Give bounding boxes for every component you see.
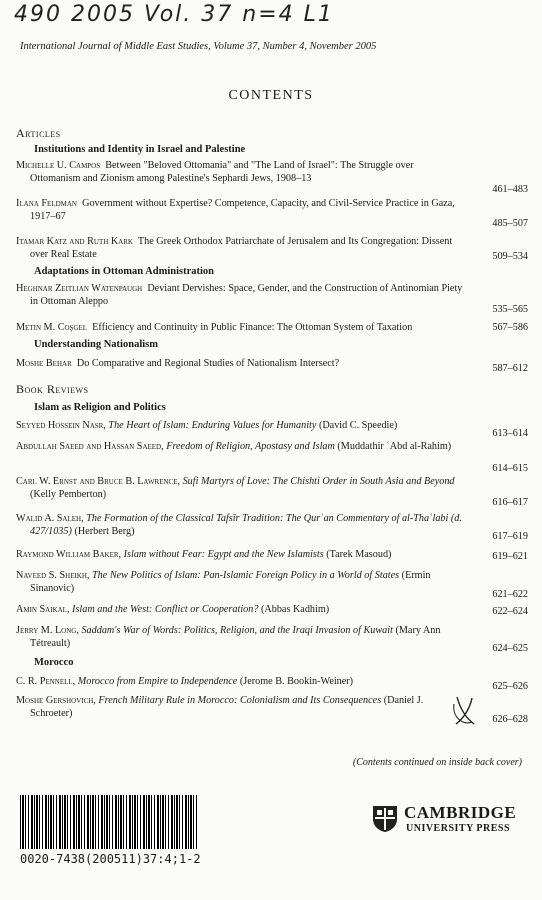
article-title: Do Comparative and Regional Studies of Nationalism Intersect? [76, 358, 340, 369]
review-pages: 617–619 [492, 531, 528, 542]
review-author: C. R. Pennell, [16, 676, 76, 687]
reviewer: (Muddathir ʿAbd al-Rahim) [337, 441, 452, 452]
article-title: Between "Beloved Ottomania" and "The Land of Israel": The Struggle over Ottomanism and Zionism among Palestine's Sephardi Jews, 1908–13 [30, 160, 414, 184]
review-entry [16, 512, 466, 538]
reviewer: (Tarek Masoud) [326, 549, 392, 560]
article-entry [16, 235, 466, 261]
article-pages: 587–612 [492, 363, 528, 374]
reviewer: (Herbert Berg) [74, 526, 135, 537]
reviewer: (Daniel J. Schroeter) [30, 695, 424, 719]
review-pages: 619–621 [492, 551, 528, 562]
review-author: Walid A. Saleh, [16, 513, 84, 524]
review-title: Morocco from Empire to Independence [77, 676, 238, 687]
cambridge-shield-icon [372, 805, 398, 833]
reviewer: (Jerome B. Bookin-Weiner) [239, 676, 354, 687]
review-author: Moshe Gershovich, [16, 695, 96, 706]
article-author: Metin M. Coşgel [16, 322, 88, 333]
reviewer: (Mary Ann Tétreault) [30, 625, 441, 649]
review-entry [16, 675, 466, 688]
publisher-logo [404, 803, 516, 834]
article-pages: 535–565 [492, 304, 528, 315]
review-author: Seyyed Hossein Nasr, [16, 420, 106, 431]
review-entry [16, 475, 466, 501]
article-entry [16, 357, 466, 370]
review-title: Islam and the West: Conflict or Cooperation? [72, 604, 259, 615]
review-author: Abdullah Saeed and Hassan Saeed, [16, 441, 164, 452]
review-pages: 616–617 [492, 497, 528, 508]
review-entry [16, 569, 466, 595]
reviewer: (Ermin Sinanovic) [30, 570, 431, 594]
article-pages: 509–534 [492, 251, 528, 262]
review-pages: 626–628 [492, 714, 528, 725]
review-author: Jerry M. Long, [16, 625, 79, 636]
article-author: Moshe Behar [16, 358, 72, 369]
article-title: Deviant Dervishes: Space, Gender, and the Construction of Antinomian Piety in Ottoman Aleppo [30, 283, 463, 307]
article-entry [16, 197, 466, 223]
review-pages: 621–622 [492, 589, 528, 600]
review-author: Raymond William Baker, [16, 549, 122, 560]
article-title: Efficiency and Continuity in Public Finance: The Ottoman System of Taxation [92, 322, 413, 333]
article-pages: 461–483 [492, 184, 528, 195]
review-title: Sufi Martyrs of Love: The Chishti Order in South Asia and Beyond [182, 476, 455, 487]
review-entry [16, 419, 466, 432]
review-pages: 622–624 [492, 606, 528, 617]
x-mark-icon [452, 694, 478, 728]
article-author: Itamar Katz and Ruth Kark [16, 236, 133, 247]
article-title: Government without Expertise? Competence, Capacity, and Civil-Service Practice in Gaza, 1917–67 [30, 198, 455, 222]
reviewer: (David C. Speedie) [318, 420, 398, 431]
article-pages: 485–507 [492, 218, 528, 229]
article-entry [16, 321, 466, 334]
review-entry [16, 603, 466, 616]
review-author: Naveed S. Sheikh, [16, 570, 90, 581]
journal-line: International Journal of Middle East Studies, Volume 37, Number 4, November 2005 [20, 41, 377, 52]
article-author: Ilana Feldman [16, 198, 77, 209]
issn-code: 0020-7438(200511)37:4;1-2 [20, 852, 201, 866]
article-author: Michelle U. Campos [16, 160, 101, 171]
article-entry [16, 282, 466, 308]
review-pages: 624–625 [492, 643, 528, 654]
subheading-ottoman: Adaptations in Ottoman Administration [34, 266, 214, 277]
articles-heading: Articles [16, 126, 61, 140]
review-entry [16, 624, 466, 650]
review-pages: 613–614 [492, 428, 528, 439]
review-title: The Formation of the Classical Tafsīr Tradition: The Qurʾan Commentary of al-Thaʿlabi (d. 427/1035) [30, 513, 462, 537]
subheading-morocco: Morocco [34, 657, 74, 668]
page-title: CONTENTS [228, 88, 314, 103]
article-pages: 567–586 [492, 322, 528, 333]
barcode-icon [20, 795, 198, 849]
review-title: Saddam's War of Words: Politics, Religion, and the Iraqi Invasion of Kuwait [81, 625, 393, 636]
review-author: Amin Saikal, [16, 604, 70, 615]
review-title: French Military Rule in Morocco: Colonialism and Its Consequences [98, 695, 382, 706]
review-entry [16, 548, 466, 561]
article-title: The Greek Orthodox Patriarchate of Jerusalem and Its Congregation: Dissent over Real Estate [30, 236, 453, 260]
review-pages: 614–615 [492, 463, 528, 474]
subheading-nationalism: Understanding Nationalism [34, 339, 158, 350]
review-title: Islam without Fear: Egypt and the New Islamists [123, 549, 324, 560]
review-title: The New Politics of Islam: Pan-Islamic Foreign Policy in a World of States [92, 570, 400, 581]
continued-note: (Contents continued on inside back cover) [352, 757, 522, 768]
review-entry [16, 694, 466, 720]
handwritten-note: 490 2005 Vol. 37 n=4 L1 [14, 2, 334, 27]
book-reviews-heading: Book Reviews [16, 382, 89, 396]
review-author: Carl W. Ernst and Bruce B. Lawrence, [16, 476, 181, 487]
publisher-name: CAMBRIDGE [404, 803, 517, 822]
reviewer: (Abbas Kadhim) [260, 604, 330, 615]
reviewer: (Kelly Pemberton) [30, 489, 107, 500]
review-pages: 625–626 [492, 681, 528, 692]
publisher-subname: UNIVERSITY PRESS [406, 823, 511, 834]
review-entry [16, 440, 466, 453]
article-author: Heghnar Zeitlian Watenpaugh [16, 283, 143, 294]
review-title: The Heart of Islam: Enduring Values for Humanity [108, 420, 317, 431]
subheading-islam: Islam as Religion and Politics [34, 402, 166, 413]
review-title: Freedom of Religion, Apostasy and Islam [166, 441, 335, 452]
subheading-israel-palestine: Institutions and Identity in Israel and Palestine [34, 144, 246, 155]
article-entry [16, 159, 466, 185]
